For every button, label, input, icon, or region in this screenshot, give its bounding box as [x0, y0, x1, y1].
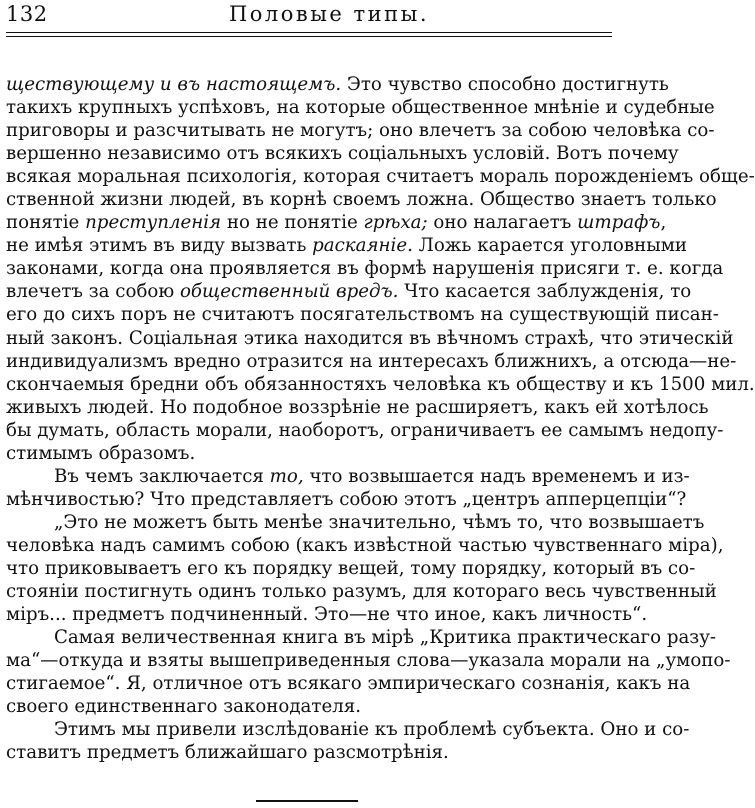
text-run: Это чувство способно достигнуть	[341, 74, 669, 95]
text-line	[6, 718, 690, 741]
text-run: что возвышается надъ временемъ и из-	[303, 465, 690, 487]
text-line	[6, 557, 696, 580]
text-run: стояніи постигнуть одинъ только разумъ, для котораго весь чувственный	[6, 581, 717, 603]
text-line	[6, 396, 709, 419]
text-run: Самая величественная книга въ мірѣ „Критика практическаго разу-	[54, 627, 717, 649]
page-header	[6, 2, 612, 28]
text-line	[6, 580, 717, 603]
text-run: ъ крупныхъ успѣховъ, на которые общественное мнѣніе и судебные	[60, 97, 715, 119]
text-run: мѣнчивостью? Что представляетъ собою этотъ „центръ апперцепціи“?	[6, 488, 687, 510]
text-run: „Это не можетъ быть менѣе значительно, чѣмъ то, что возвышаетъ	[54, 511, 705, 533]
text-run: стигаемое“. Я, отличное отъ всякаго эмпирическаго сознанія, какъ на	[6, 673, 691, 695]
text-line	[6, 603, 648, 626]
text-line	[6, 142, 679, 165]
text-line	[6, 741, 612, 764]
text-run: стимымъ образомъ.	[6, 442, 196, 464]
text-line	[6, 73, 669, 96]
text-line	[6, 488, 687, 511]
emphasis: ществующему и въ настоящемъ.	[6, 74, 342, 95]
text-line	[6, 419, 724, 442]
text-run: понятіе	[6, 212, 86, 234]
text-run: живыхъ людей. Но подобное воззрѣніе не расширяетъ, какъ ей хотѣлось	[6, 396, 709, 418]
text-line	[6, 442, 612, 465]
emphasis: то,	[269, 465, 304, 487]
text-line	[6, 649, 731, 672]
text-line	[6, 188, 717, 211]
text-line	[6, 327, 734, 350]
text-run: ный законъ. Соціальная этика находится въ вѣчномъ страхѣ, что этическій	[6, 327, 734, 349]
body-text	[6, 73, 755, 764]
text-line	[6, 211, 667, 234]
text-line	[6, 534, 724, 557]
text-run: Этимъ мы привели изслѣдованіе къ проблемѣ субъекта. Оно и со-	[54, 719, 690, 741]
header-double-rule	[6, 32, 612, 37]
text-run: вершенно независимо отъ всякихъ соціальныхъ условій. Вотъ почему	[6, 143, 679, 165]
text-run: его до сихъ поръ не считаютъ посягательствомъ на существующій писан-	[6, 304, 719, 326]
page-number: 132	[6, 2, 48, 26]
text-run: оно налагаетъ	[427, 212, 578, 234]
text-line	[6, 465, 690, 488]
text-line	[6, 373, 755, 396]
emphasis: общественный вредъ.	[179, 281, 399, 303]
text-run: ственной жизни людей, въ корнѣ своемъ ложна. Общество знаетъ только	[6, 189, 717, 211]
text-run: приговоры и разсчитывать не могутъ; оно влечетъ за собою человѣка со-	[6, 120, 715, 142]
running-title: Половые типы.	[228, 2, 430, 26]
text-line	[6, 672, 691, 695]
text-line	[6, 119, 715, 142]
text-run: Ложь карается уголовными	[412, 235, 687, 257]
text-line	[6, 96, 715, 119]
emphasis: преступленія	[85, 212, 222, 234]
text-line	[6, 257, 724, 280]
text-line	[6, 511, 705, 534]
text-line	[6, 234, 687, 257]
text-run: Что касается заблужденія, то	[398, 281, 692, 303]
text-run: влечетъ за собою	[6, 281, 180, 303]
text-run: бы думать, область морали, наоборотъ, ограничиваетъ ее самымъ недопу-	[6, 419, 724, 441]
text-line	[6, 280, 692, 303]
text-run: міръ... предметъ подчиненный. Это—не что иное, какъ личность“.	[6, 604, 648, 626]
footer-rule	[256, 800, 358, 802]
text-run: не имѣя этимъ въ виду вызвать	[6, 235, 313, 257]
text-line	[6, 165, 755, 188]
emphasis: грѣха;	[363, 212, 428, 234]
text-run: человѣка надъ самимъ собою (какъ извѣстной частью чувственнаго міра),	[6, 534, 724, 556]
text-run: ставитъ предметъ ближайшаго разсмотрѣнія.	[6, 742, 449, 764]
text-run: что приковываетъ его къ порядку вещей, тому порядку, который въ со-	[6, 557, 696, 579]
text-run: ,	[660, 212, 667, 234]
text-run: всякая моральная психологія, которая считаетъ мораль порожденіемъ обще-	[6, 166, 755, 188]
text-run: скончаемыя бредни объ обязанностяхъ человѣка къ обществу и къ 1500 мил.	[6, 373, 755, 395]
text-run: индивидуализмъ вредно отразится на интересахъ ближнихъ, а отсюда—не-	[6, 350, 737, 372]
text-run: своего единственнаго законодателя.	[6, 696, 362, 718]
text-run: ма“—откуда и взяты вышеприведенныя слова—указала морали на „умопо-	[6, 650, 731, 672]
text-run: но не понятіе	[221, 212, 364, 234]
emphasis: раскаяніе.	[312, 235, 413, 257]
text-line	[6, 695, 612, 718]
text-run: таких	[6, 97, 61, 119]
text-run: законами, когда она проявляется въ формѣ нарушенія присяги т. е. когда	[6, 258, 724, 280]
text-run: Въ чемъ заключается	[54, 465, 270, 487]
text-line	[6, 350, 737, 373]
text-line	[6, 303, 719, 326]
emphasis: штрафъ	[577, 212, 661, 234]
text-line	[6, 626, 717, 649]
